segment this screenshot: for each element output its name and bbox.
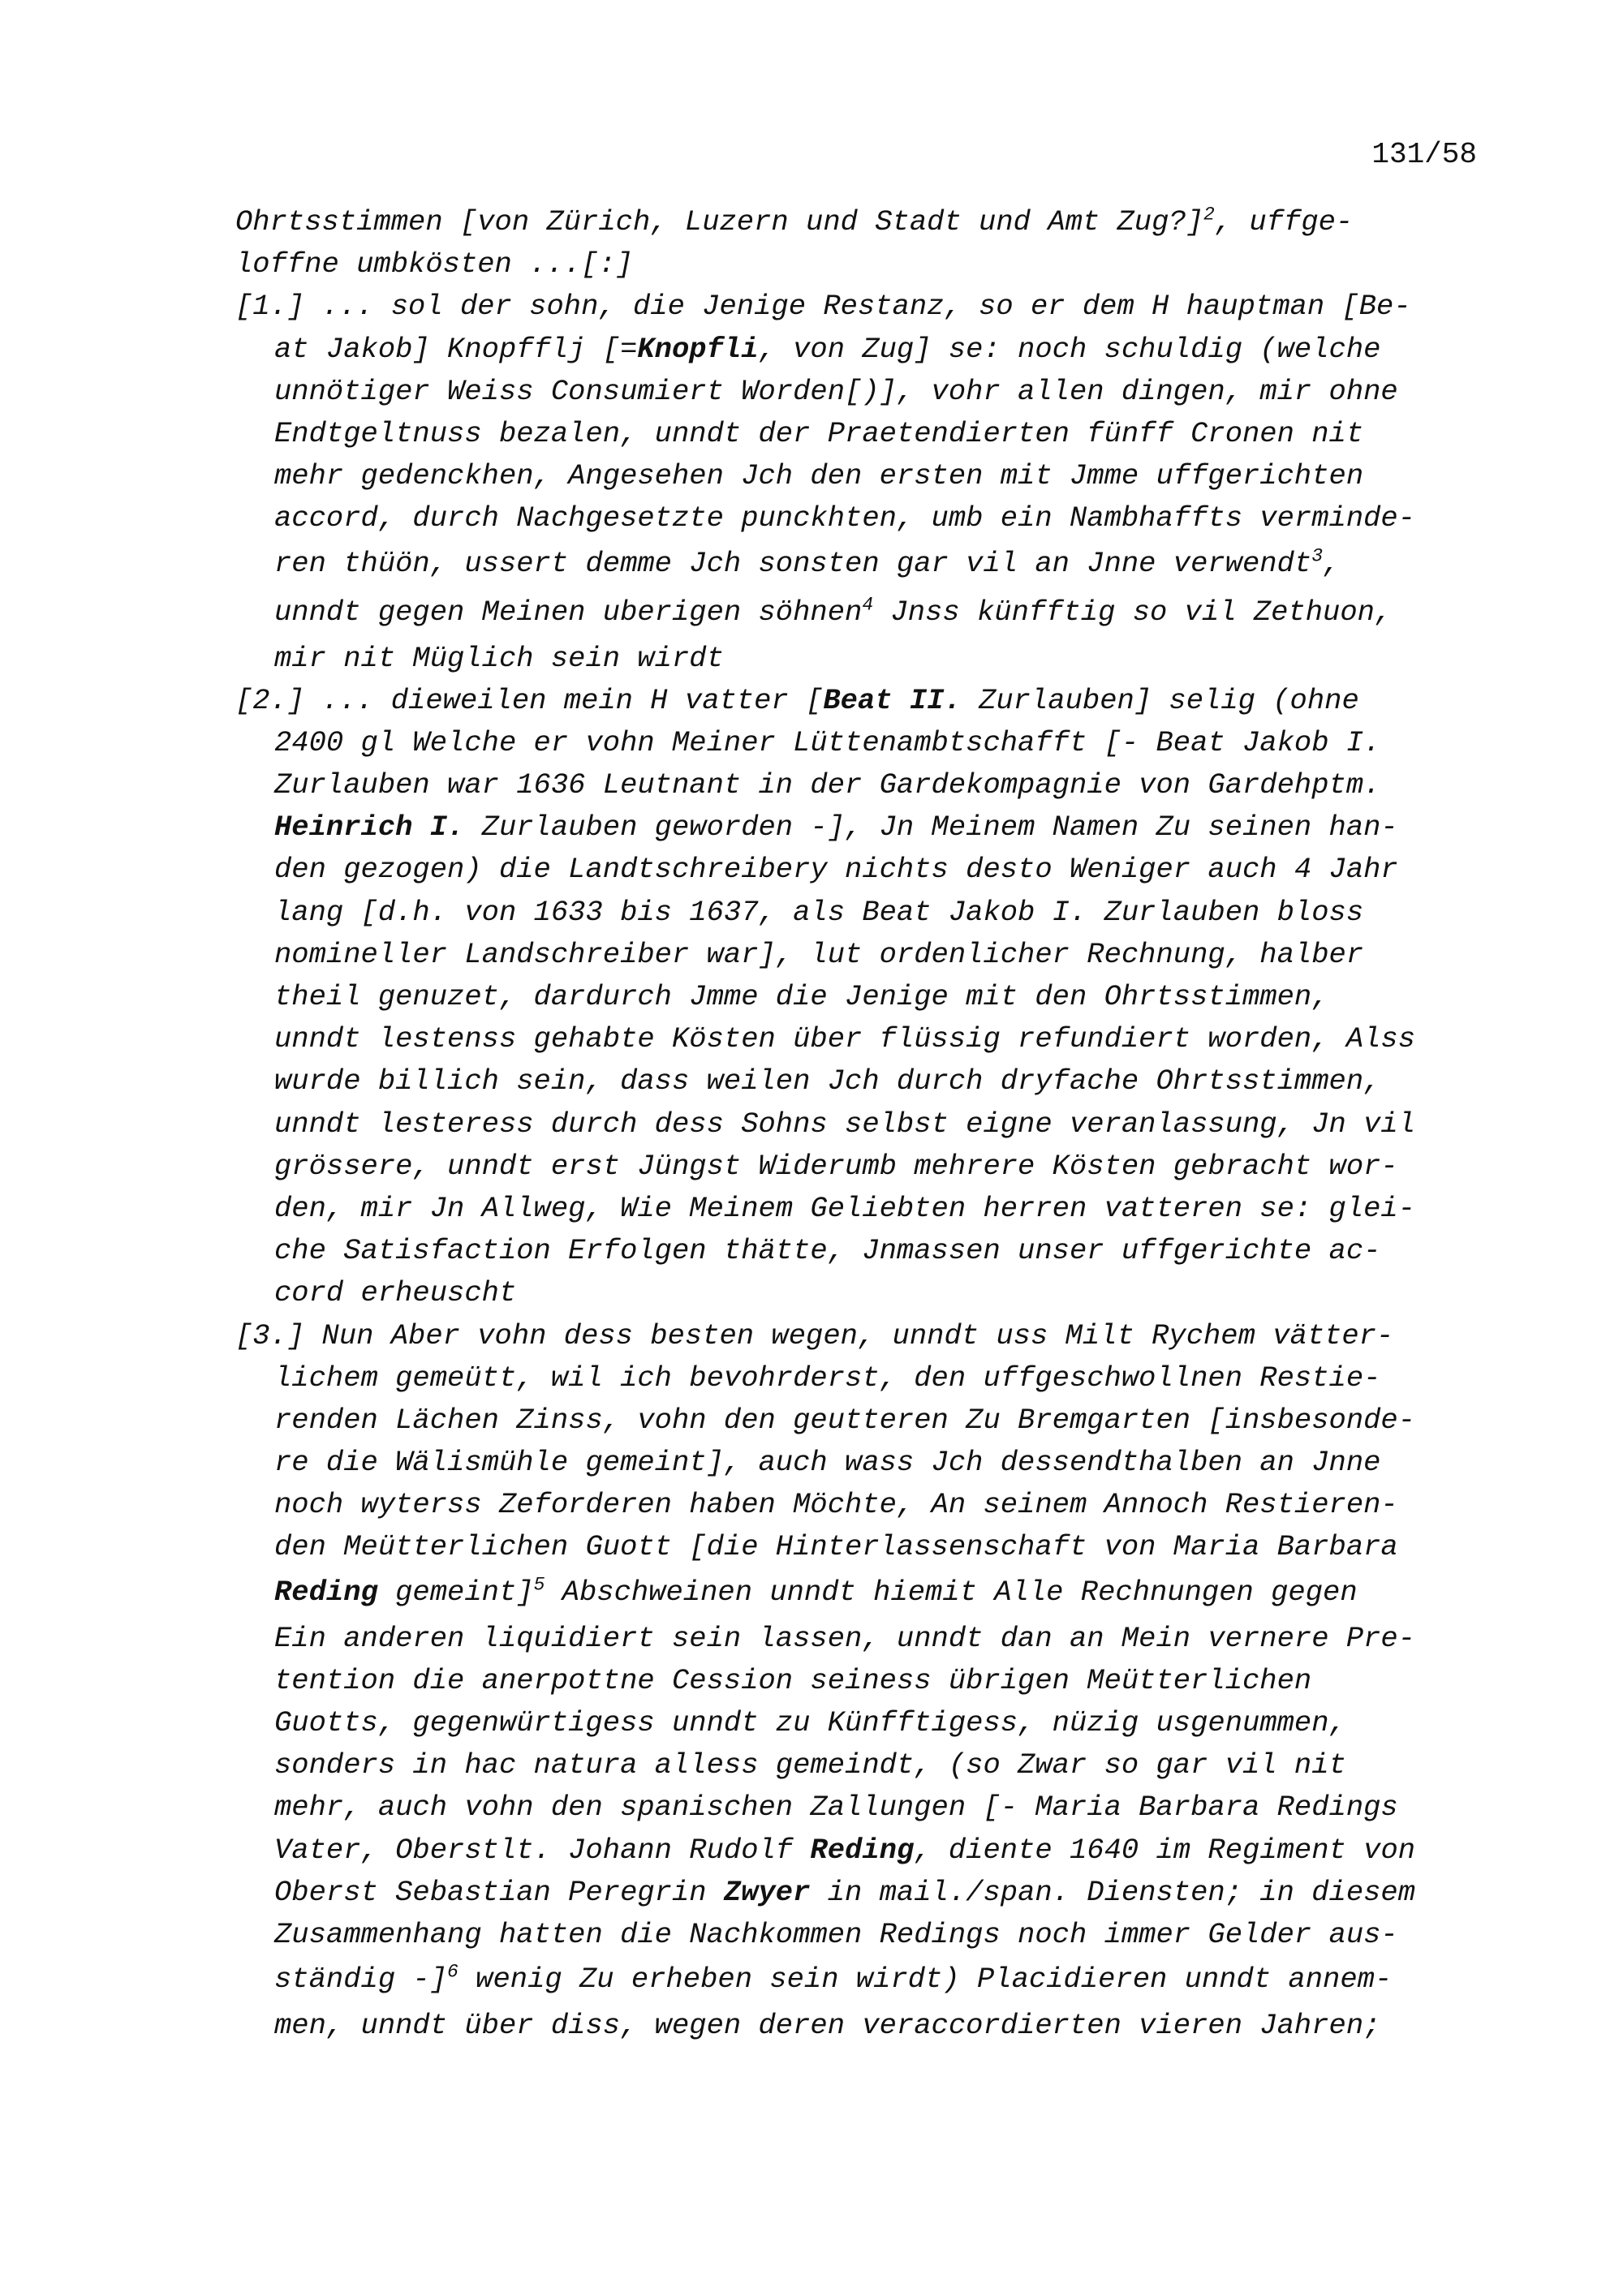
text-segment: , von Zug] se: noch schuldig (welche bbox=[758, 332, 1381, 366]
text-line bbox=[235, 1442, 1477, 1484]
footnote-ref: 3 bbox=[1311, 544, 1324, 566]
text-segment: unndt lesteress durch dess Sohns selbst eigne veranlassung, Jn vil bbox=[274, 1107, 1416, 1141]
text-segment: , bbox=[1323, 546, 1341, 580]
text-segment: mir nit Müglich sein wirdt bbox=[274, 641, 724, 675]
text-line bbox=[235, 1315, 1477, 1357]
text-segment: unnötiger Weiss Consumiert Worden[)], vohr allen dingen, mir ohne bbox=[274, 374, 1398, 408]
text-line bbox=[235, 1103, 1477, 1146]
text-segment: nomineller Landschreiber war], lut ordenlicher Rechnung, halber bbox=[274, 937, 1364, 971]
text-line bbox=[235, 849, 1477, 891]
text-line bbox=[235, 589, 1477, 638]
text-segment: grössere, unndt erst Jüngst Widerumb mehrere Kösten gebracht wor- bbox=[274, 1149, 1398, 1183]
text-segment: Vater, Oberstlt. Johann Rudolf bbox=[274, 1833, 811, 1867]
text-line bbox=[235, 806, 1477, 849]
text-segment: [3.] Nun Aber vohn dess besten wegen, unndt uss Milt Rychem vätter- bbox=[235, 1318, 1394, 1352]
text-line bbox=[235, 680, 1477, 722]
text-segment: Ohrtsstimmen [von Zürich, Luzern und Stadt und Amt Zug?] bbox=[235, 205, 1203, 239]
text-segment: ständig -] bbox=[274, 1963, 448, 1997]
bold-name: Beat II. bbox=[823, 683, 962, 717]
text-line bbox=[235, 1018, 1477, 1060]
text-line bbox=[235, 764, 1477, 806]
text-segment: Ein anderen liquidiert sein lassen, unndt dan an Mein vernere Pre- bbox=[274, 1621, 1416, 1655]
text-line bbox=[235, 497, 1477, 540]
text-line bbox=[235, 413, 1477, 455]
footnote-ref: 5 bbox=[533, 1573, 545, 1595]
document-body bbox=[235, 201, 1477, 2047]
text-segment: unndt lestenss gehabte Kösten über flüssig refundiert worden, Alss bbox=[274, 1022, 1416, 1056]
text-line bbox=[235, 934, 1477, 976]
text-line bbox=[235, 1357, 1477, 1400]
bold-name: Knopfli bbox=[637, 332, 759, 366]
text-segment: Zusammenhang hatten die Nachkommen Redings noch immer Gelder aus- bbox=[274, 1917, 1398, 1951]
bold-name: Heinrich I. bbox=[274, 810, 465, 845]
text-line bbox=[235, 1146, 1477, 1188]
text-line bbox=[235, 2005, 1477, 2047]
text-line bbox=[235, 1188, 1477, 1230]
text-segment: unndt gegen Meinen uberigen söhnen bbox=[274, 595, 863, 629]
text-segment: accord, durch Nachgesetzte punckhten, umb ein Nambhaffts verminde- bbox=[274, 501, 1416, 535]
text-segment: 2400 gl Welche er vohn Meiner Lüttenambtschafft [- Beat Jakob I. bbox=[274, 725, 1381, 759]
text-line bbox=[235, 722, 1477, 764]
text-line bbox=[235, 201, 1477, 243]
text-line bbox=[235, 1526, 1477, 1568]
text-segment: den, mir Jn Allweg, Wie Meinem Geliebten herren vatteren se: glei- bbox=[274, 1191, 1416, 1225]
text-line bbox=[235, 371, 1477, 413]
bold-name: Zwyer bbox=[723, 1875, 811, 1909]
text-line bbox=[235, 976, 1477, 1018]
text-segment: Zurlauben geworden -], Jn Meinem Namen Zu seinen han- bbox=[464, 810, 1398, 845]
text-line bbox=[235, 1569, 1477, 1618]
footnote-ref: 4 bbox=[862, 593, 874, 615]
text-segment: che Satisfaction Erfolgen thätte, Jnmassen unser uffgerichte ac- bbox=[274, 1234, 1381, 1268]
text-segment: mehr gedenckhen, Angesehen Jch den ersten mit Jmme uffgerichten bbox=[274, 459, 1364, 493]
text-segment: Zurlauben] selig (ohne bbox=[961, 683, 1359, 717]
text-segment: theil genuzet, dardurch Jmme die Jenige mit den Ohrtsstimmen, bbox=[274, 980, 1329, 1013]
text-segment: [1.] ... sol der sohn, die Jenige Restanz, so er dem H hauptman [Be- bbox=[235, 290, 1411, 324]
text-segment: lichem gemeütt, wil ich bevohrderst, den uffgeschwollnen Restie- bbox=[274, 1361, 1381, 1395]
text-segment: Jnss künfftig so vil Zethuon, bbox=[873, 595, 1393, 629]
text-line bbox=[235, 1060, 1477, 1103]
text-line bbox=[235, 1618, 1477, 1660]
text-line bbox=[235, 243, 1477, 286]
text-segment: den Meütterlichen Guott [die Hinterlassenschaft von Maria Barbara bbox=[274, 1530, 1398, 1564]
text-line bbox=[235, 1914, 1477, 1956]
text-line bbox=[235, 540, 1477, 589]
text-segment: renden Lächen Zinss, vohn den geutteren Zu Bremgarten [insbesonde- bbox=[274, 1403, 1416, 1437]
text-segment: Endtgeltnuss bezalen, unndt der Praetendierten fünff Cronen nit bbox=[274, 416, 1364, 450]
text-line bbox=[235, 1702, 1477, 1744]
text-line bbox=[235, 455, 1477, 497]
text-segment: Oberst Sebastian Peregrin bbox=[274, 1875, 724, 1909]
text-line bbox=[235, 638, 1477, 680]
text-segment: wurde billich sein, dass weilen Jch durch dryfache Ohrtsstimmen, bbox=[274, 1064, 1381, 1099]
text-segment: loffne umbkösten ...[:] bbox=[235, 247, 633, 282]
text-line bbox=[235, 1872, 1477, 1914]
text-segment: [2.] ... dieweilen mein H vatter [ bbox=[235, 683, 824, 717]
footnote-ref: 2 bbox=[1203, 204, 1215, 226]
text-segment: men, unndt über diss, wegen deren veraccordierten vieren Jahren; bbox=[274, 2009, 1381, 2043]
text-line bbox=[235, 1660, 1477, 1702]
text-segment: , diente 1640 im Regiment von bbox=[914, 1833, 1416, 1867]
text-line bbox=[235, 1786, 1477, 1829]
text-line bbox=[235, 1272, 1477, 1314]
text-line bbox=[235, 1400, 1477, 1442]
text-segment: at Jakob] Knopfflj [= bbox=[274, 332, 638, 366]
text-segment: Abschweinen unndt hiemit Alle Rechnungen gegen bbox=[545, 1575, 1358, 1609]
text-segment: noch wyterss Zeforderen haben Möchte, An seinem Annoch Restieren- bbox=[274, 1488, 1398, 1522]
text-segment: Zurlauben war 1636 Leutnant in der Gardekompagnie von Gardehptm. bbox=[274, 768, 1381, 802]
text-segment: ren thüön, ussert demme Jch sonsten gar vil an Jnne verwendt bbox=[274, 546, 1312, 580]
text-segment: den gezogen) die Landtschreibery nichts desto Weniger auch 4 Jahr bbox=[274, 853, 1398, 887]
bold-name: Reding bbox=[810, 1833, 915, 1867]
text-line bbox=[235, 329, 1477, 371]
bold-name: Reding bbox=[274, 1575, 378, 1609]
text-line bbox=[235, 1744, 1477, 1786]
text-segment: re die Wälismühle gemeint], auch wass Jch dessendthalben an Jnne bbox=[274, 1446, 1381, 1480]
text-line bbox=[235, 1230, 1477, 1272]
text-segment: in mail./span. Diensten; in diesem bbox=[810, 1875, 1416, 1909]
text-segment: mehr, auch vohn den spanischen Zallungen [- Maria Barbara Redings bbox=[274, 1791, 1398, 1825]
text-line bbox=[235, 892, 1477, 934]
text-segment: tention die anerpottne Cession seiness übrigen Meütterlichen bbox=[274, 1663, 1312, 1697]
text-segment: gemeint] bbox=[377, 1575, 534, 1609]
text-segment: Guotts, gegenwürtigess unndt zu Künfftigess, nüzig usgenummen, bbox=[274, 1706, 1346, 1739]
text-line bbox=[235, 1956, 1477, 2005]
text-line bbox=[235, 1829, 1477, 1872]
page-number: 131/58 bbox=[1371, 138, 1477, 171]
footnote-ref: 6 bbox=[447, 1961, 458, 1983]
text-line bbox=[235, 1484, 1477, 1526]
text-line bbox=[235, 286, 1477, 328]
text-segment: sonders in hac natura alless gemeindt, (so Zwar so gar vil nit bbox=[274, 1748, 1346, 1782]
text-segment: , uffge- bbox=[1214, 205, 1354, 239]
text-segment: wenig Zu erheben sein wirdt) Placidieren unndt annem- bbox=[458, 1963, 1393, 1997]
text-segment: cord erheuscht bbox=[274, 1276, 517, 1310]
text-segment: lang [d.h. von 1633 bis 1637, als Beat Jakob I. Zurlauben bloss bbox=[274, 895, 1364, 929]
